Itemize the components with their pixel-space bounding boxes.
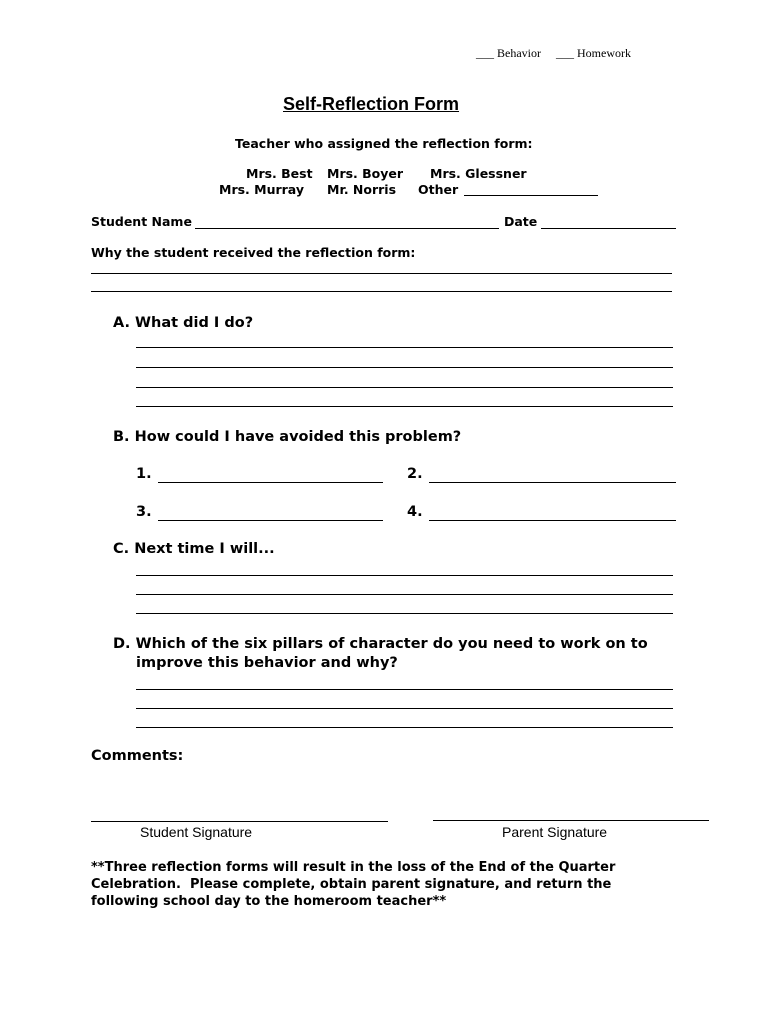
answer-line[interactable] — [429, 520, 676, 521]
answer-line[interactable] — [158, 482, 383, 483]
section-b-heading: B. How could I have avoided this problem? — [113, 429, 462, 445]
comments-label: Comments: — [91, 748, 184, 764]
answer-line[interactable] — [136, 387, 673, 388]
date-label: Date — [504, 214, 538, 229]
reason-label: Why the student received the reflection form: — [91, 245, 416, 260]
student-name-field[interactable] — [195, 228, 499, 229]
homework-check[interactable]: ___ Homework — [556, 46, 631, 60]
item-number: 2. — [407, 466, 423, 482]
item-number: 4. — [407, 504, 423, 520]
footer-note-line: Celebration. Please complete, obtain parent signature, and return the — [91, 877, 612, 892]
student-signature-line[interactable] — [91, 821, 388, 822]
answer-line[interactable] — [158, 520, 383, 521]
answer-line[interactable] — [136, 406, 673, 407]
answer-line[interactable] — [136, 575, 673, 576]
answer-line[interactable] — [136, 708, 673, 709]
teacher-option[interactable]: Mrs. Boyer — [327, 166, 404, 181]
behavior-check[interactable]: ___ Behavior — [476, 46, 541, 60]
answer-line[interactable] — [136, 594, 673, 595]
item-number: 3. — [136, 504, 152, 520]
footer-note-line: following school day to the homeroom teacher** — [91, 894, 447, 909]
student-signature-label: Student Signature — [140, 824, 253, 840]
answer-line[interactable] — [136, 613, 673, 614]
teacher-prompt: Teacher who assigned the reflection form: — [235, 136, 533, 151]
other-teacher-field[interactable] — [464, 195, 598, 196]
teacher-option[interactable]: Mrs. Best — [246, 166, 313, 181]
teacher-option[interactable]: Mrs. Glessner — [430, 166, 527, 181]
date-field[interactable] — [541, 228, 676, 229]
answer-line[interactable] — [136, 367, 673, 368]
teacher-option[interactable]: Mr. Norris — [327, 182, 397, 197]
teacher-option[interactable]: Other — [418, 182, 459, 197]
section-a-heading: A. What did I do? — [113, 315, 254, 331]
reason-line[interactable] — [91, 273, 672, 274]
student-name-label: Student Name — [91, 214, 192, 229]
teacher-option[interactable]: Mrs. Murray — [219, 182, 305, 197]
footer-note-line: **Three reflection forms will result in the loss of the End of the Quarter — [91, 860, 616, 875]
answer-line[interactable] — [136, 689, 673, 690]
parent-signature-label: Parent Signature — [502, 824, 608, 840]
answer-line[interactable] — [429, 482, 676, 483]
section-d-heading: D. Which of the six pillars of character do you need to work on to — [113, 636, 648, 652]
section-d-heading-cont: improve this behavior and why? — [136, 655, 398, 671]
answer-line[interactable] — [136, 347, 673, 348]
answer-line[interactable] — [136, 727, 673, 728]
section-c-heading: C. Next time I will... — [113, 541, 275, 557]
reason-line[interactable] — [91, 291, 672, 292]
parent-signature-line[interactable] — [433, 820, 709, 821]
page-title: Self-Reflection Form — [283, 94, 460, 114]
item-number: 1. — [136, 466, 152, 482]
